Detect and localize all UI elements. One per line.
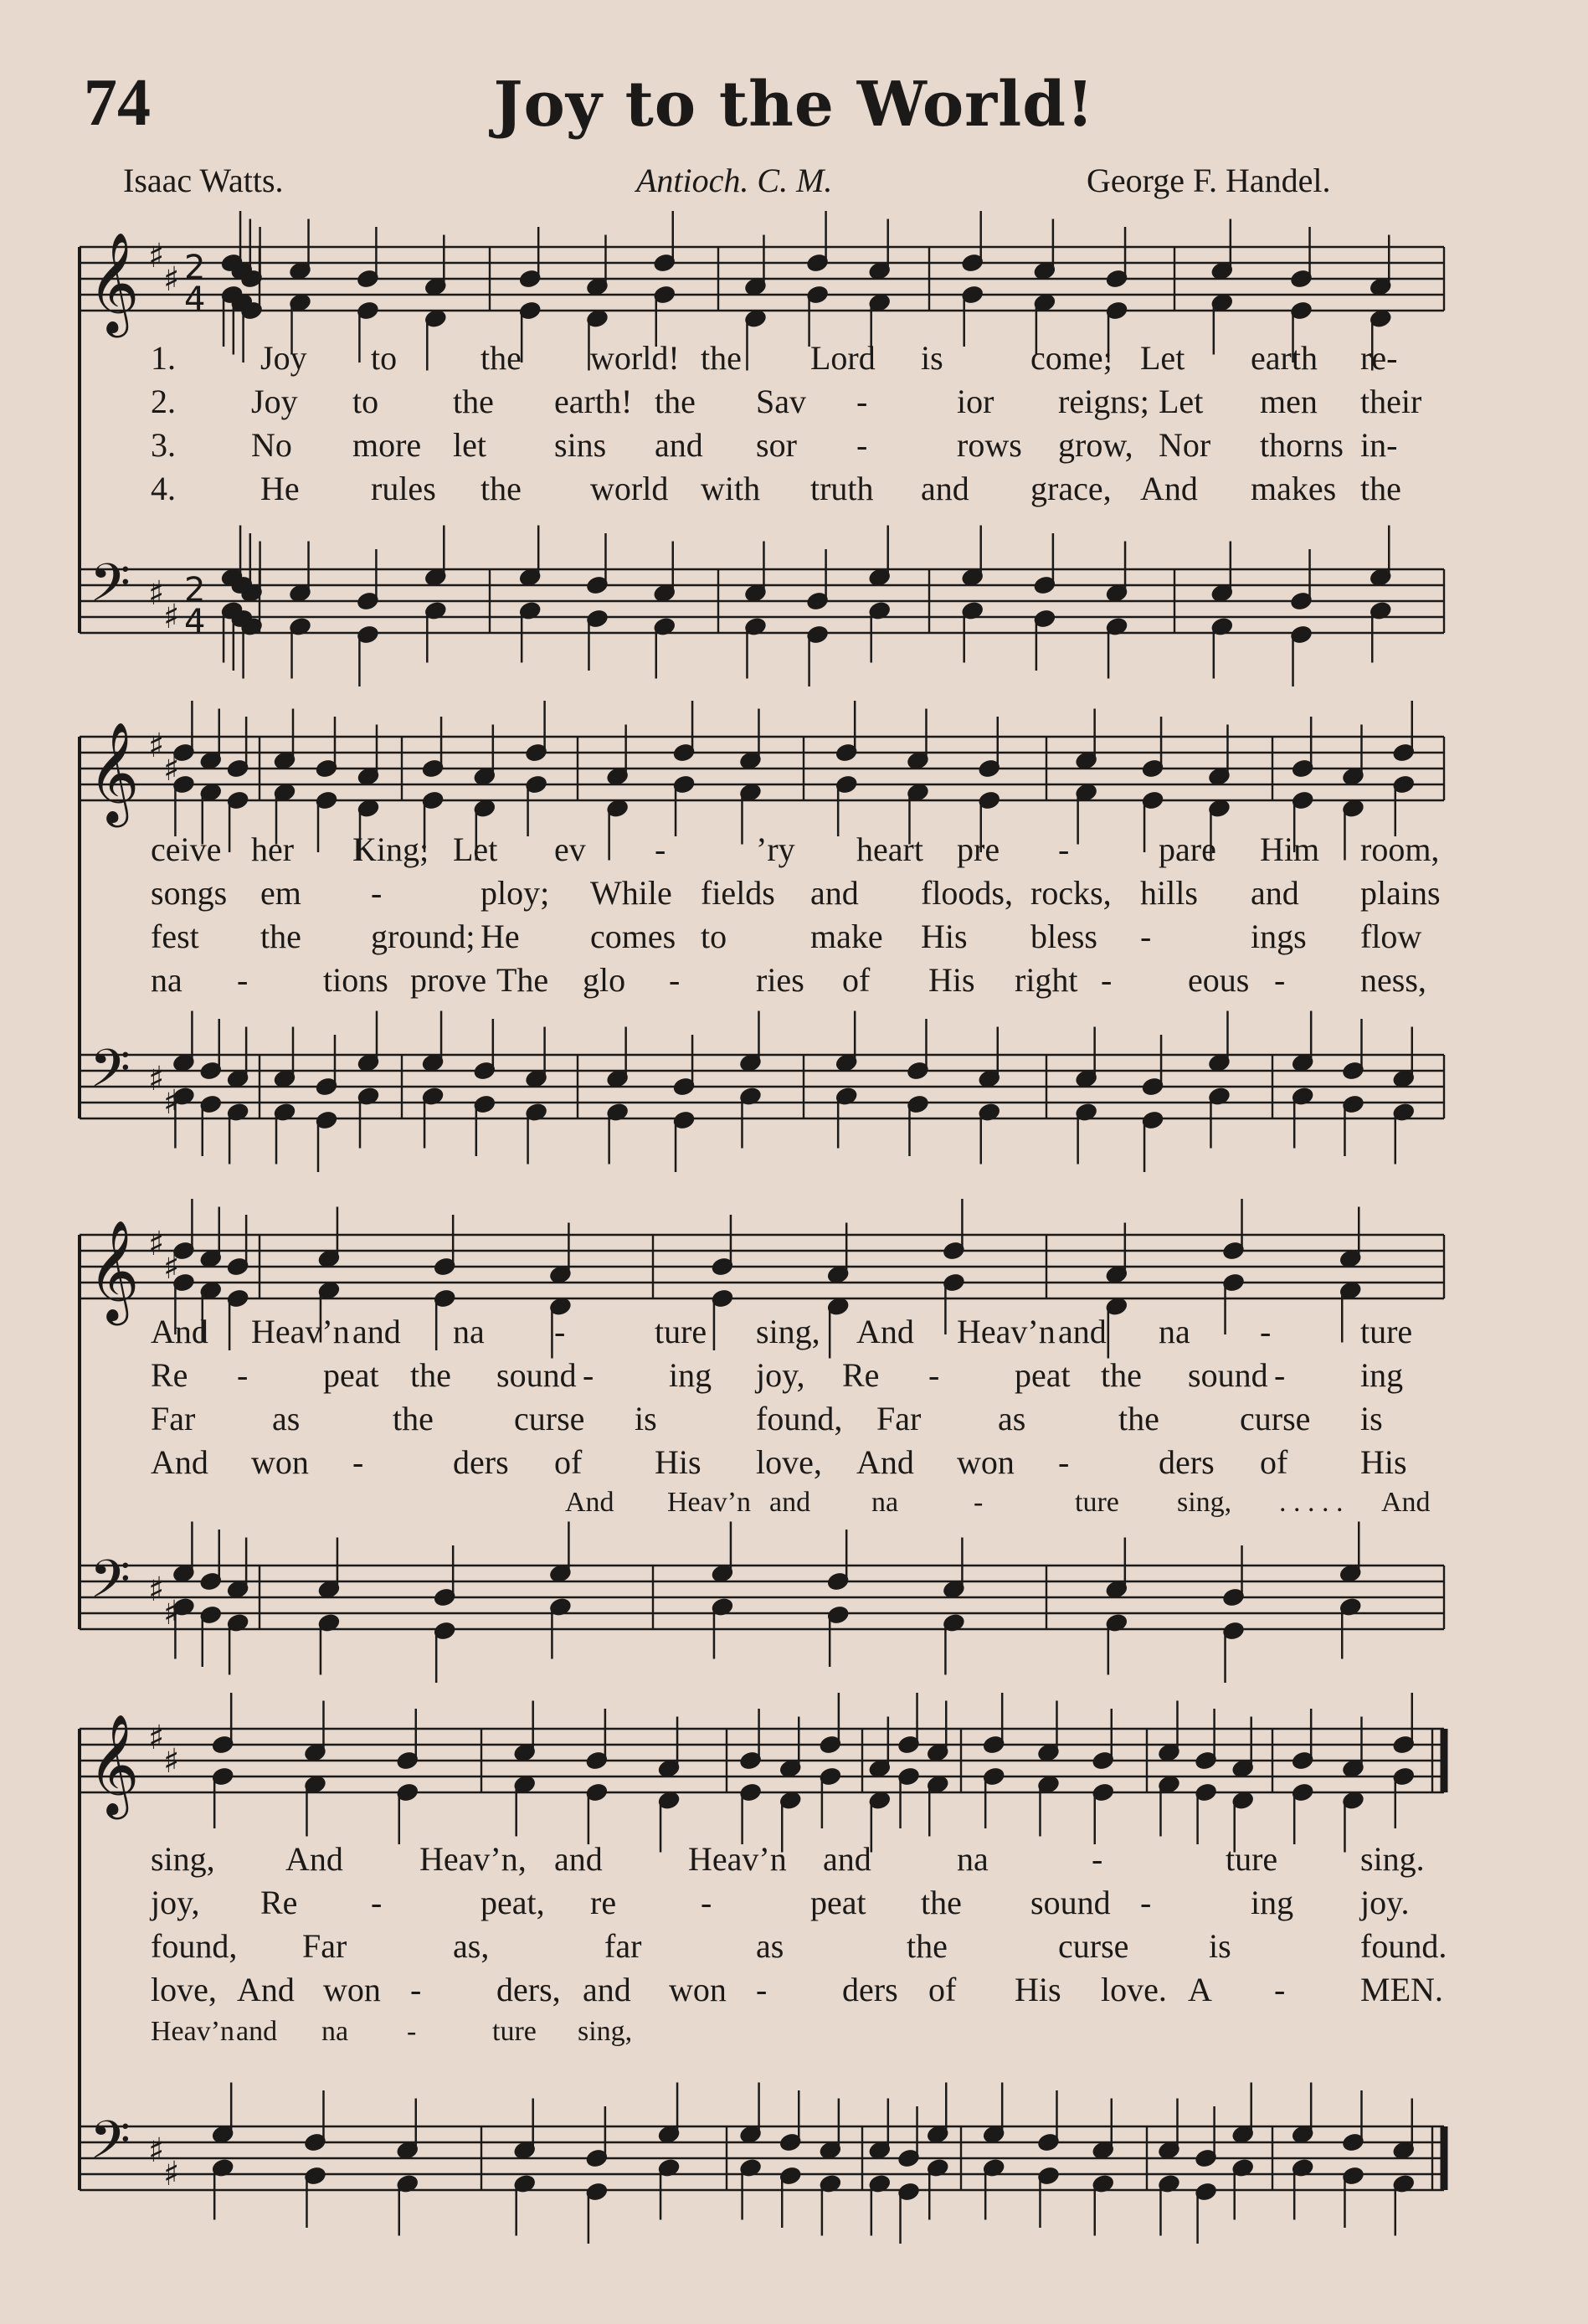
lyric-syllable: ture [655, 1313, 707, 1350]
lyric-syllable: His [921, 918, 968, 955]
lyric-syllable: And [856, 1313, 914, 1350]
lyric-syllable: peat, [481, 1884, 545, 1921]
lyric-syllable: the [921, 1884, 962, 1921]
bass-clef-icon: 𝄢 [90, 552, 131, 626]
lyric-syllable: rows [957, 426, 1022, 464]
lyric-syllable: 3. [151, 426, 176, 464]
lyric-syllable: - [1101, 961, 1113, 999]
bass-staff [80, 526, 1444, 687]
lyric-syllable: more [352, 426, 422, 464]
bass-lyric-syllable: Heav’n [667, 1487, 752, 1518]
lyric-syllable: eous [1188, 961, 1250, 999]
lyric-syllable: - [237, 1356, 249, 1394]
lyric-syllable: room, [1360, 830, 1440, 868]
lyric-syllable: Let [453, 830, 498, 868]
lyric-syllable: won [251, 1443, 309, 1481]
lyric-syllable: the [410, 1356, 451, 1394]
lyric-syllable: sor [756, 426, 797, 464]
treble-clef-icon: 𝄞 [88, 721, 140, 823]
lyric-syllable: King; [352, 830, 429, 868]
lyric-syllable: flow [1360, 918, 1422, 955]
lyric-syllable: His [1360, 1443, 1407, 1481]
lyric-syllable: - [1140, 1884, 1152, 1921]
lyric-syllable: - [655, 830, 666, 868]
lyric-syllable: Joy [260, 339, 307, 377]
lyric-syllable: the [393, 1400, 434, 1437]
lyric-syllable: And [856, 1443, 914, 1481]
author-credit: Isaac Watts. [123, 162, 284, 199]
lyric-syllable: Heav’n [957, 1313, 1056, 1350]
lyric-syllable: na [957, 1840, 989, 1878]
lyric-syllable: And [151, 1313, 208, 1350]
lyric-syllable: as, [453, 1927, 490, 1965]
lyric-syllable: - [856, 426, 868, 464]
lyric-syllable: - [1274, 961, 1286, 999]
lyric-syllable: comes [590, 918, 676, 955]
lyric-syllable: to [352, 383, 379, 420]
bass-lyric-syllable: - [407, 2016, 417, 2047]
bass-lyric-syllable: . . . . . [1279, 1487, 1344, 1518]
lyric-syllable: His [655, 1443, 701, 1481]
lyric-syllable: the [907, 1927, 948, 1965]
lyric-syllable: let [453, 426, 486, 464]
lyric-syllable: Joy [251, 383, 298, 420]
lyric-syllable: and [921, 470, 969, 507]
lyric-syllable: - [1260, 1313, 1272, 1350]
bass-lyric-syllable: sing, [1177, 1487, 1232, 1518]
lyric-syllable: world! [590, 339, 680, 377]
sharp-icon: ♯ [163, 598, 180, 636]
lyric-syllable: ders, [496, 1971, 561, 2008]
lyric-syllable: of [1260, 1443, 1288, 1481]
lyric-syllable: Lord [810, 339, 876, 377]
sharp-icon: ♯ [163, 1083, 180, 1122]
lyric-syllable: - [1058, 1443, 1070, 1481]
lyric-syllable: makes [1251, 470, 1337, 507]
bass-lyric-syllable: na [871, 1487, 899, 1518]
lyric-syllable: to [701, 918, 727, 955]
lyric-syllable: - [1058, 830, 1070, 868]
sharp-icon: ♯ [148, 2131, 165, 2170]
lyric-syllable: ’ry [756, 830, 795, 868]
lyric-syllable: truth [810, 470, 874, 507]
bass-staff [80, 2083, 1444, 2244]
lyric-syllable: found, [756, 1400, 843, 1437]
lyric-syllable: with [701, 470, 761, 507]
lyric-syllable: of [842, 961, 871, 999]
lyric-syllable: peat [323, 1356, 379, 1394]
lyric-syllable: fest [151, 918, 199, 955]
bass-clef-icon: 𝄢 [90, 1548, 131, 1622]
lyric-syllable: sing, [151, 1840, 215, 1878]
lyric-syllable: and [1251, 874, 1299, 912]
lyric-syllable: Let [1140, 339, 1185, 377]
lyric-syllable: her [251, 830, 295, 868]
sharp-icon: ♯ [163, 1594, 180, 1632]
sharp-icon: ♯ [148, 1719, 165, 1757]
lyric-syllable: 1. [151, 339, 176, 377]
lyric-syllable: - [856, 383, 868, 420]
lyric-syllable: - [371, 1884, 383, 1921]
lyric-syllable: glo [583, 961, 626, 999]
lyric-syllable: as [998, 1400, 1026, 1437]
lyric-syllable: - [756, 1971, 768, 2008]
lyric-syllable: ings [1251, 918, 1307, 955]
lyric-syllable: The [496, 961, 549, 999]
hymn-title: Joy to the World! [493, 69, 1095, 141]
lyric-syllable: the [453, 383, 494, 420]
lyric-syllable: to [371, 339, 398, 377]
lyric-syllable: Heav’n [251, 1313, 350, 1350]
lyric-syllable: joy, [151, 1884, 200, 1921]
lyric-syllable: won [669, 1971, 727, 2008]
lyric-syllable: and [554, 1840, 603, 1878]
lyric-syllable: heart [856, 830, 923, 868]
tune-name: Antioch. C. M. [636, 162, 833, 199]
lyric-syllable: hills [1140, 874, 1198, 912]
lyric-syllable: Far [151, 1400, 196, 1437]
lyric-syllable: pare [1159, 830, 1216, 868]
sharp-icon: ♯ [163, 260, 180, 299]
lyric-syllable: His [1015, 1971, 1061, 2008]
lyric-syllable: of [554, 1443, 583, 1481]
lyric-syllable: reigns; [1058, 383, 1149, 420]
lyric-syllable: Re [151, 1356, 188, 1394]
lyric-syllable: is [1360, 1400, 1383, 1437]
lyric-syllable: While [590, 874, 672, 912]
hymn-number: 74 [84, 66, 151, 140]
lyric-syllable: the [481, 339, 522, 377]
lyric-syllable: - [928, 1356, 940, 1394]
lyric-syllable: - [410, 1971, 422, 2008]
lyric-syllable: Him [1260, 830, 1320, 868]
lyric-syllable: curse [514, 1400, 585, 1437]
lyric-syllable: - [1274, 1356, 1286, 1394]
lyric-syllable: love, [756, 1443, 822, 1481]
bass-lyric-syllable: and [769, 1487, 811, 1518]
composer-credit: George F. Handel. [1087, 162, 1331, 199]
lyric-syllable: ceive [151, 830, 222, 868]
lyric-syllable: Far [302, 1927, 347, 1965]
treble-clef-icon: 𝄞 [88, 231, 140, 333]
lyric-syllable: sins [554, 426, 607, 464]
lyric-syllable: the [1101, 1356, 1142, 1394]
lyric-syllable: Heav’n [688, 1840, 787, 1878]
lyric-syllable: And [237, 1971, 295, 2008]
lyric-syllable: ders [842, 1971, 898, 2008]
lyric-syllable: sound [1030, 1884, 1111, 1921]
lyric-syllable: - [701, 1884, 712, 1921]
sharp-icon: ♯ [148, 727, 165, 765]
lyric-syllable: and [352, 1313, 401, 1350]
treble-clef-icon: 𝄞 [88, 1219, 140, 1321]
time-signature-top: 2 [184, 249, 206, 287]
lyric-syllable: No [251, 426, 292, 464]
lyric-syllable: re [590, 1884, 617, 1921]
lyric-syllable: fields [701, 874, 775, 912]
lyric-syllable: ploy; [481, 874, 550, 912]
lyric-syllable: Sav [756, 383, 806, 420]
lyric-syllable: far [604, 1927, 642, 1965]
lyric-syllable: His [928, 961, 975, 999]
lyric-syllable: ing [1360, 1356, 1404, 1394]
lyric-syllable: found. [1360, 1927, 1447, 1965]
lyric-syllable: thorns [1260, 426, 1344, 464]
lyric-syllable: men [1260, 383, 1318, 420]
bass-lyric-syllable: - [974, 1487, 984, 1518]
bass-lyric-syllable: ture [1075, 1487, 1119, 1518]
lyric-syllable: is [921, 339, 943, 377]
lyric-syllable: and [655, 426, 703, 464]
lyric-syllable: make [810, 918, 883, 955]
lyric-syllable: the [701, 339, 742, 377]
lyric-syllable: MEN. [1360, 1971, 1443, 2008]
lyric-syllable: peat [810, 1884, 866, 1921]
lyric-syllable: em [260, 874, 301, 912]
lyric-syllable: - [1274, 1971, 1286, 2008]
lyric-syllable: the [260, 918, 301, 955]
lyric-syllable: sing. [1360, 1840, 1425, 1878]
lyric-syllable: ture [1226, 1840, 1278, 1878]
time-signature-bottom: 4 [184, 280, 206, 319]
lyric-syllable: and [583, 1971, 631, 2008]
lyric-syllable: grace, [1030, 470, 1112, 507]
bass-clef-icon: 𝄢 [90, 2109, 131, 2183]
sharp-icon: ♯ [163, 750, 180, 789]
lyric-syllable: joy. [1360, 1884, 1410, 1921]
lyric-syllable: na [151, 961, 182, 999]
lyric-syllable: won [957, 1443, 1015, 1481]
lyric-syllable: ders [453, 1443, 509, 1481]
lyric-syllable: ing [1251, 1884, 1294, 1921]
lyric-syllable: A [1188, 1971, 1212, 2008]
bass-staff [80, 1522, 1444, 1684]
lyric-syllable: found, [151, 1927, 238, 1965]
lyric-syllable: Let [1159, 383, 1204, 420]
treble-staff [80, 1693, 1444, 1853]
lyric-syllable: earth! [554, 383, 633, 420]
lyric-syllable: and [1058, 1313, 1107, 1350]
lyric-syllable: their [1360, 383, 1422, 420]
lyric-syllable: He [481, 918, 520, 955]
lyric-syllable: - [583, 1356, 594, 1394]
time-signature-top: 2 [184, 571, 206, 609]
lyric-syllable: curse [1058, 1927, 1129, 1965]
sharp-icon: ♯ [148, 1060, 165, 1098]
sharp-icon: ♯ [148, 574, 165, 613]
bass-lyric-syllable: na [321, 2016, 349, 2047]
lyric-syllable: in- [1360, 426, 1398, 464]
lyric-syllable: ground; [371, 918, 475, 955]
lyric-syllable: 2. [151, 383, 176, 420]
lyric-syllable: na [1159, 1313, 1190, 1350]
lyric-syllable: - [1092, 1840, 1103, 1878]
sharp-icon: ♯ [163, 1742, 180, 1781]
lyric-syllable: earth [1251, 339, 1318, 377]
lyric-syllable: bless [1030, 918, 1097, 955]
sharp-icon: ♯ [148, 237, 165, 275]
lyric-syllable: ing [669, 1356, 712, 1394]
lyric-syllable: - [237, 961, 249, 999]
lyric-syllable: tions [323, 961, 388, 999]
lyric-syllable: - [371, 874, 383, 912]
lyric-syllable: re- [1360, 339, 1398, 377]
lyric-syllable: of [928, 1971, 957, 2008]
sharp-icon: ♯ [148, 1571, 165, 1609]
lyric-syllable: And [1140, 470, 1198, 507]
lyric-syllable: curse [1240, 1400, 1311, 1437]
lyric-syllable: the [1118, 1400, 1159, 1437]
lyric-syllable: and [823, 1840, 871, 1878]
lyric-syllable: ders [1159, 1443, 1215, 1481]
lyric-syllable: right [1015, 961, 1078, 999]
lyric-syllable: Far [876, 1400, 922, 1437]
lyric-syllable: ries [756, 961, 804, 999]
lyric-syllable: peat [1015, 1356, 1071, 1394]
bass-lyric-syllable: And [565, 1487, 614, 1518]
bass-lyric-syllable: Heav’n [151, 2016, 235, 2047]
lyric-syllable: He [260, 470, 300, 507]
lyric-syllable: And [285, 1840, 343, 1878]
lyric-syllable: - [554, 1313, 566, 1350]
lyric-syllable: love, [151, 1971, 217, 2008]
bass-clef-icon: 𝄢 [90, 1037, 131, 1112]
lyric-syllable: Heav’n, [419, 1840, 527, 1878]
lyric-syllable: love. [1101, 1971, 1167, 2008]
time-signature-bottom: 4 [184, 603, 206, 641]
lyric-syllable: - [1140, 918, 1152, 955]
sharp-icon: ♯ [163, 1248, 180, 1287]
bass-lyric-syllable: And [1381, 1487, 1431, 1518]
lyric-syllable: ture [1360, 1313, 1413, 1350]
lyric-syllable: won [323, 1971, 381, 2008]
bass-lyric-syllable: ture [492, 2016, 537, 2047]
lyric-syllable: rules [371, 470, 436, 507]
lyric-syllable: ness, [1360, 961, 1426, 999]
lyric-syllable: And [151, 1443, 208, 1481]
lyric-syllable: sound [496, 1356, 577, 1394]
sharp-icon: ♯ [148, 1225, 165, 1263]
lyric-syllable: as [272, 1400, 301, 1437]
lyric-syllable: ior [957, 383, 994, 420]
lyric-syllable: joy, [756, 1356, 805, 1394]
lyric-syllable: plains [1360, 874, 1441, 912]
lyric-syllable: 4. [151, 470, 176, 507]
lyric-syllable: - [352, 1443, 364, 1481]
lyric-syllable: sing, [756, 1313, 820, 1350]
lyric-syllable: Re [260, 1884, 298, 1921]
lyric-syllable: world [590, 470, 669, 507]
lyric-syllable: is [1209, 1927, 1231, 1965]
bass-staff [80, 1011, 1444, 1173]
bass-lyric-syllable: sing, [578, 2016, 633, 2047]
lyric-syllable: ev [554, 830, 586, 868]
treble-clef-icon: 𝄞 [88, 1713, 140, 1815]
lyric-syllable: the [655, 383, 696, 420]
lyric-syllable: prove [410, 961, 487, 999]
lyric-syllable: floods, [921, 874, 1013, 912]
lyric-syllable: sound [1188, 1356, 1268, 1394]
lyric-syllable: the [1360, 470, 1401, 507]
sharp-icon: ♯ [163, 2155, 180, 2193]
lyric-syllable: - [669, 961, 681, 999]
lyric-syllable: songs [151, 874, 228, 912]
lyric-syllable: come; [1030, 339, 1113, 377]
bass-lyric-syllable: and [236, 2016, 278, 2047]
lyric-syllable: na [453, 1313, 485, 1350]
lyric-syllable: Nor [1159, 426, 1211, 464]
lyric-syllable: pre [957, 830, 1000, 868]
lyric-syllable: and [810, 874, 859, 912]
lyric-syllable: rocks, [1030, 874, 1112, 912]
lyric-syllable: grow, [1058, 426, 1133, 464]
lyric-syllable: Re [842, 1356, 880, 1394]
lyric-syllable: is [635, 1400, 657, 1437]
lyric-syllable: as [756, 1927, 784, 1965]
lyric-syllable: the [481, 470, 522, 507]
